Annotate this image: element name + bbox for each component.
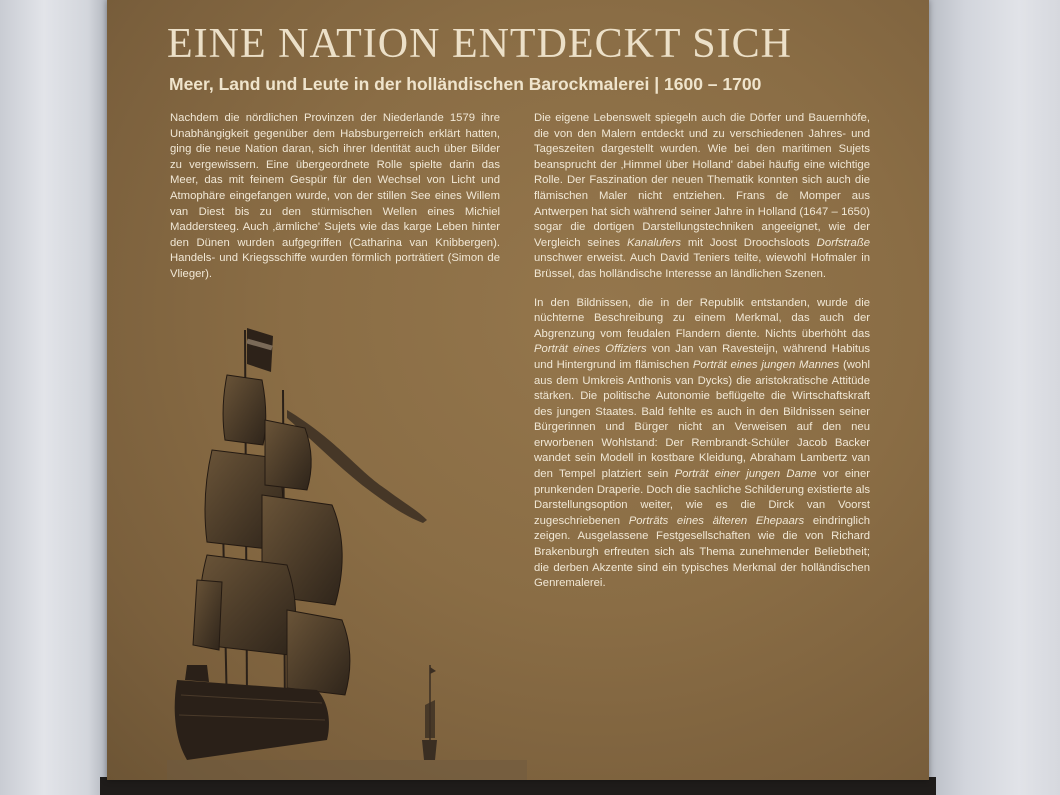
distant-ship [422,665,437,760]
artwork-title: Porträt eines Offiziers [534,343,647,356]
text-column-right [534,111,870,592]
panel-title: EINE NATION ENTDECKT SICH [167,21,792,67]
artwork-title: Dorfstraße [816,236,871,249]
flag [247,328,273,372]
artwork-title: Porträt einer jungen Dame [674,468,817,481]
paragraph-landscapes: Die eigene Lebenswelt spiegeln auch die Dörfer und Bauernhöfe, die von den Malern entdeckt und zu verschiedenen Jahres- und Tageszeiten dargestellt wurden. Wie bei den maritimen Sujets beansprucht der ‚Himmel über Holland' dabei häufig eine wichtige Rolle. Der Faszination der neuen Thematik konnten sich auch die flämischen Maler nicht entziehen. Frans de Momper aus Antwerpen hat sich während seiner Jahre in Holland (1647 – 1650) sogar die dortigen Darstellungstechniken angeeignet, wie der Vergleich seines Kanalufers mit Joost Droochsloots Dorfstraße unschwer erweist. Auch David Teniers teilte, wiewohl Hofmaler in Brüssel, das holländische Interesse an ländlichen Szenen. [534,112,871,280]
ship-hull [175,680,329,760]
artwork-title: Porträts eines älteren Ehepaars [628,514,805,527]
artwork-title: Kanalufers [626,236,681,249]
panel-subtitle: Meer, Land und Leute in der holländischen Barockmalerei | 1600 – 1700 [169,74,762,94]
paragraph-portraits: In den Bildnissen, die in der Republik entstanden, wurde die nüchterne Beschreibung zu einem Merkmal, das auch der Abgrenzung vom feudalen Flandern diente. Nichts überhöht das Porträt eines Offiziers von Jan van Ravesteijn, während Habitus und Hintergrund im flämischen Porträt eines jungen Mannes (wohl aus dem Umkreis Anthonis van Dycks) die aristokratische Attitüde stärken. Die politische Autonomie beflügelte die Wirtschaftskraft des jungen Staates. Bald fehlte es auch in den Bildnissen seiner Bürgerinnen und Bürger nicht an Verweisen auf den neu erworbenen Wohlstand: Der Rembrandt-Schüler Jacob Backer wandet sein Modell in kostbare Kleidung, Abraham Lambertz van den Tempel platziert sein Porträt einer jungen Dame vor einer prunkenden Draperie. Doch die sachliche Schilderung existierte als Darstellungsoption weiter, wie es die Dirck van Voorst zugeschriebenen Porträts eines älteren Ehepaars eindringlich zeigen. Ausgelassene Festgesellschaften wie die von Richard Brakenburgh erfreuten sich als Thema zunehmender Beliebtheit; die derben Akzente sind ein typisches Merkmal der holländischen Genremalerei. [534,296,871,590]
sailing-ship-image [167,320,527,780]
wall-left [0,0,110,795]
exhibition-panel [107,0,929,780]
paragraph-netherlands-independence: Nachdem die nördlichen Provinzen der Niederlande 1579 ihre Unabhängigkeit gegenüber dem Habsburgerreich erklärt hatten, ging die neue Nation daran, sich ihrer Identität auch über Bilder zu vergewissern. Eine übergeordnete Rolle spielte darin das Meer, das mit feinem Gespür für den Wechsel von Licht und Atmophäre eingefangen wurde, von der stillen See eines Willem van Diest bis zu den stürmischen Wellen eines Michiel Maddersteeg. Auch ‚ärmliche' Sujets wie das karge Leben hinter den Dünen wurden aufgegriffen (Catharina van Knibbergen). Handels- und Kriegsschiffe wurden förmlich porträtiert (Simon de Vlieger). [170,112,500,280]
text-column-left [170,111,500,283]
artwork-title: Porträt eines jungen Mannes [692,358,840,371]
wall-right [925,0,1060,795]
